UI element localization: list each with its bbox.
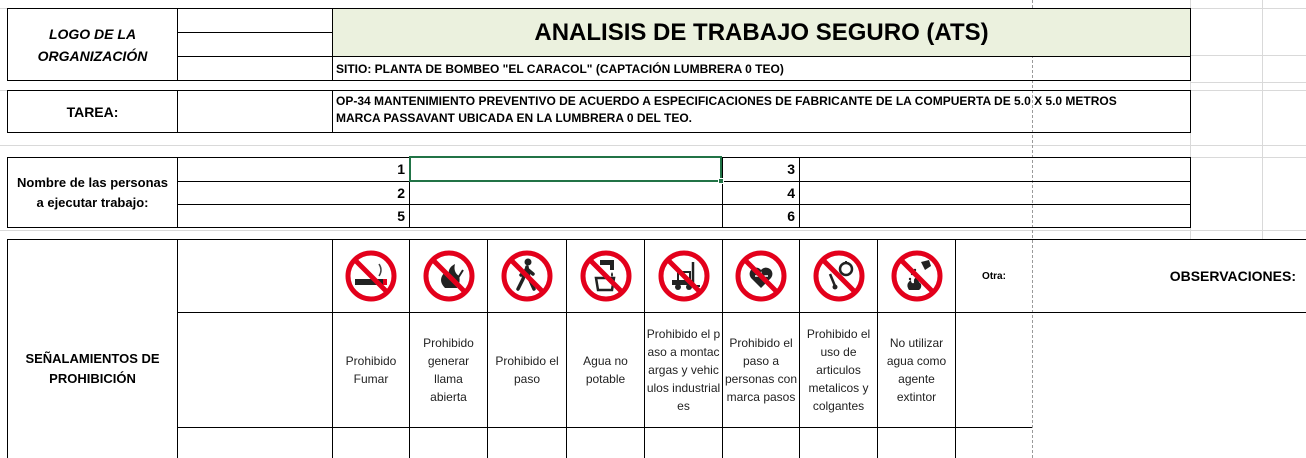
logo-placeholder: LOGO DE LA ORGANIZACIÓN <box>37 25 148 64</box>
page-title: ANALISIS DE TRABAJO SEGURO (ATS) <box>333 9 1190 56</box>
task-description-line1: OP-34 MANTENIMIENTO PREVENTIVO DE ACUERDO A ESPECIFICACIONES DE FABRICANTE DE LA COMPUERTA DE 5.0 X 5.0 METROS <box>336 94 1117 108</box>
person-number-4: 4 <box>787 185 795 201</box>
no-smoking-icon <box>333 240 409 312</box>
person-number-2: 2 <box>397 185 405 201</box>
person-number-3: 3 <box>787 161 795 177</box>
sign-text-no-smoking: Prohibido Fumar <box>345 354 397 386</box>
prohibition-label-line1: SEÑALAMIENTOS DE <box>25 351 160 366</box>
no-pedestrian-icon <box>488 240 566 312</box>
task-description-line2: MARCA PASSAVANT UBICADA EN LA LUMBRERA 0 DEL TEO. <box>336 111 693 125</box>
no-open-flame-icon <box>410 240 487 312</box>
person-name-field-2[interactable] <box>410 182 722 204</box>
people-label <box>8 158 177 228</box>
sign-text-no-water-extinguish: No utilizar agua como agente extintor <box>886 336 947 404</box>
observations-label: OBSERVACIONES: <box>1169 268 1296 284</box>
other-sign-label: Otra: <box>982 270 1006 282</box>
person-number-6: 6 <box>787 208 795 224</box>
non-potable-water-icon <box>567 240 644 312</box>
sign-text-non-potable-water: Agua no potable <box>583 354 628 386</box>
sign-text-no-pedestrian: Prohibido el paso <box>495 354 559 386</box>
sign-text-no-pacemaker: Prohibido el paso a personas con marca pasos <box>724 336 798 404</box>
person-name-field-4[interactable] <box>800 182 1190 204</box>
sign-text-no-metal-articles: Prohibido el uso de articulos metalicos y colgantes <box>806 327 871 413</box>
prohibition-section-label <box>8 240 177 458</box>
no-forklift-icon <box>645 240 722 312</box>
no-water-extinguish-icon <box>878 240 955 312</box>
sign-text-no-open-flame: Prohibido generar llama abierta <box>423 336 474 404</box>
person-name-field-6[interactable] <box>800 205 1190 228</box>
selected-cell[interactable] <box>409 156 722 182</box>
no-metal-articles-icon <box>800 240 877 312</box>
no-pacemaker-icon <box>723 240 799 312</box>
site-label: SITIO: PLANTA DE BOMBEO "EL CARACOL" (CAPTACIÓN LUMBRERA 0 TEO) <box>336 62 784 76</box>
people-label-line2: a ejecutar trabajo: <box>36 195 149 210</box>
fill-handle[interactable] <box>718 178 724 184</box>
person-number-5: 5 <box>397 208 405 224</box>
person-name-field-3[interactable] <box>800 158 1190 181</box>
sign-text-no-forklift: Prohibido el paso a montacargas y vehiculos industriales <box>646 327 721 413</box>
prohibition-label-line2: PROHIBICIÓN <box>49 371 136 386</box>
people-label-line1: Nombre de las personas <box>17 175 168 190</box>
person-number-1: 1 <box>397 161 405 177</box>
task-label: TAREA: <box>66 104 119 120</box>
person-name-field-5[interactable] <box>410 205 722 228</box>
